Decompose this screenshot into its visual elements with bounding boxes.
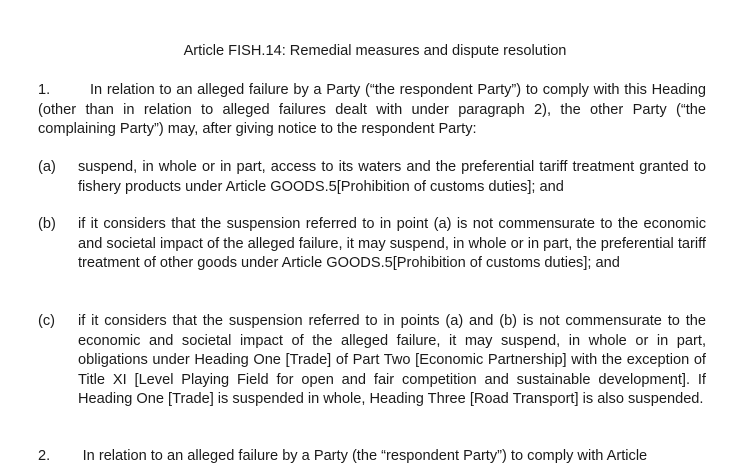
list-item-b-label: (b) <box>38 216 56 232</box>
article-title: Article FISH.14: Remedial measures and dispute resolution <box>183 43 567 59</box>
paragraph-2-number: 2. <box>38 448 51 464</box>
list-item-c <box>38 312 706 410</box>
paragraph-1-number: 1. <box>38 82 51 98</box>
paragraph-2-partial <box>38 447 706 467</box>
paragraph-2-text: In relation to an alleged failure by a Party (the “respondent Party”) to comply with Article <box>82 448 648 464</box>
paragraph-1 <box>38 81 706 140</box>
list-item-a <box>38 158 706 197</box>
list-item-a-label: (a) <box>38 159 56 175</box>
paragraph-1-text: In relation to an alleged failure by a Party (“the respondent Party”) to comply with this Heading (other than in relation to alleged failures dealt with under paragraph 2), the other Party (“the complaining Party”) may, after giving notice to the respondent Party: <box>38 82 706 137</box>
list-item-a-text: suspend, in whole or in part, access to its waters and the preferential tariff treatment granted to fishery products under Article GOODS.5[Prohibition of customs duties]; and <box>78 159 706 195</box>
list-item-b <box>38 215 706 274</box>
list-item-c-label: (c) <box>38 313 56 329</box>
list-item-c-text: if it considers that the suspension referred to in points (a) and (b) is not commensurate to the economic and societal impact of the alleged failure, it may suspend, in whole or in part, obligations under Heading One [Trade] of Part Two [Economic Partnership] with the exception of Title XI [Level Playing Field for open and fair competition and sustainable development]. If Heading One [Trade] is suspended in whole, Heading Three [Road Transport] is also suspended. <box>78 313 706 407</box>
list-item-b-text: if it considers that the suspension referred to in point (a) is not commensurate to the economic and societal impact of the alleged failure, it may suspend, in whole or in part, the preferential tariff treatment of other goods under Article GOODS.5[Prohibition of customs duties]; and <box>78 216 706 271</box>
